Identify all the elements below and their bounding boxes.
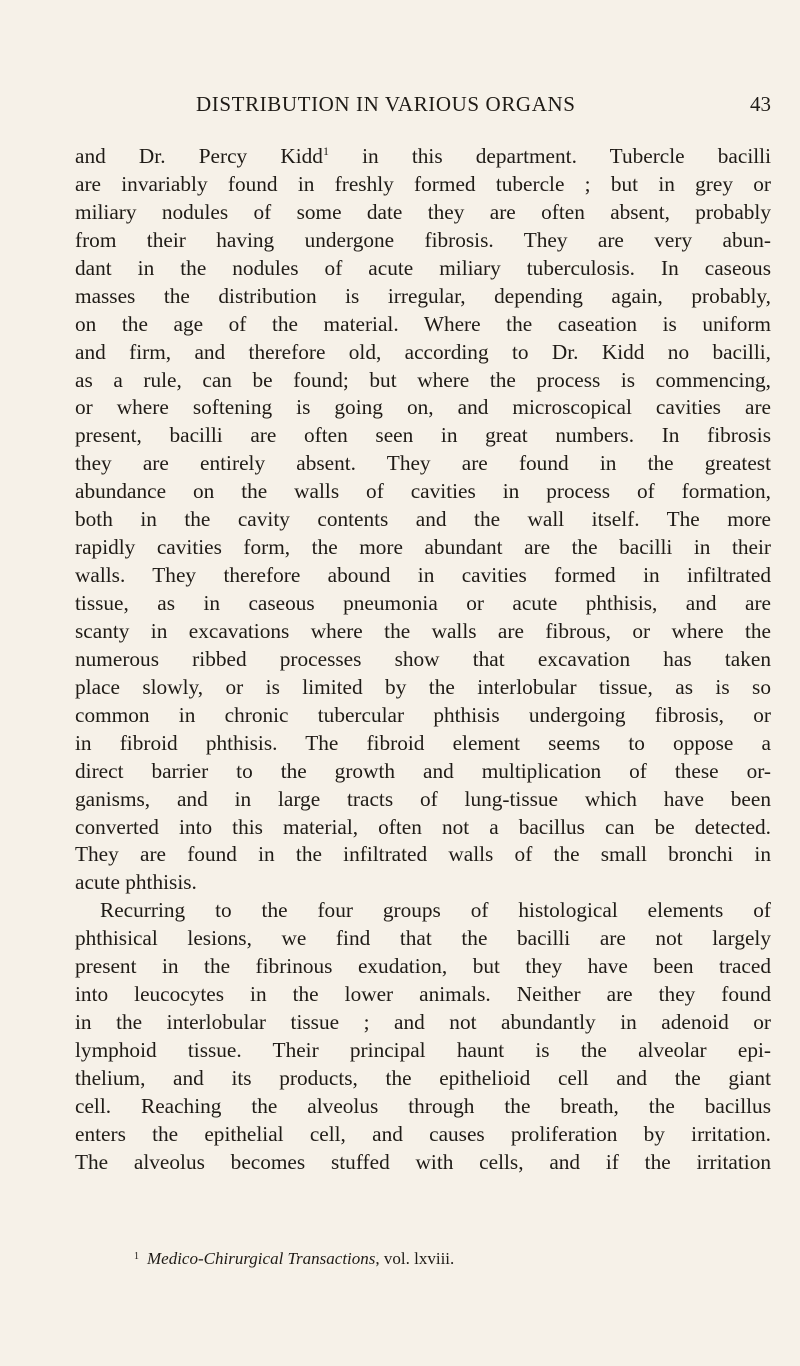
text-line: ganisms, and in large tracts of lung-tissue which have been bbox=[75, 786, 771, 811]
text-line: enters the epithelial cell, and causes proliferation by irritation. bbox=[75, 1121, 771, 1146]
text-line: rapidly cavities form, the more abundant are the bacilli in their bbox=[75, 535, 771, 560]
footnote-mark: 1 bbox=[134, 1251, 139, 1262]
text-line: numerous ribbed processes show that excavation has taken bbox=[75, 646, 771, 671]
text-line: place slowly, or is limited by the interlobular tissue, as is so bbox=[75, 674, 771, 699]
paragraph-end-line: acute phthisis. bbox=[75, 870, 197, 895]
text-line: The alveolus becomes stuffed with cells, and if the irritation bbox=[75, 1149, 771, 1174]
text-line: into leucocytes in the lower animals. Neither are they found bbox=[75, 982, 771, 1007]
page-header bbox=[75, 92, 771, 120]
footnote-details: , vol. lxviii. bbox=[375, 1249, 455, 1268]
text-line: walls. They therefore abound in cavities formed in infiltrated bbox=[75, 563, 771, 588]
text-line: lymphoid tissue. Their principal haunt is the alveolar epi- bbox=[75, 1038, 771, 1062]
text-line: masses the distribution is irregular, depending again, probably, bbox=[75, 283, 771, 308]
text-line: dant in the nodules of acute miliary tuberculosis. In caseous bbox=[75, 255, 771, 280]
text-line: converted into this material, often not a bacillus can be detected. bbox=[75, 814, 771, 839]
text-line-1-start: and Dr. Percy Kidd bbox=[75, 144, 323, 168]
text-line-1-end: in this department. Tubercle bacilli bbox=[328, 144, 771, 168]
text-line: cell. Reaching the alveolus through the breath, the bacillus bbox=[75, 1093, 771, 1118]
text-line: they are entirely absent. They are found in the greatest bbox=[75, 451, 771, 476]
text-line: in the interlobular tissue ; and not abundantly in adenoid or bbox=[75, 1010, 771, 1035]
paragraph-start-line: Recurring to the four groups of histological elements of bbox=[100, 898, 771, 923]
text-line: They are found in the infiltrated walls of the small bronchi in bbox=[75, 842, 771, 867]
text-line: from their having undergone fibrosis. They are very abun- bbox=[75, 227, 771, 252]
text-line: in fibroid phthisis. The fibroid element seems to oppose a bbox=[75, 730, 771, 755]
footnote-reference: 1 bbox=[322, 143, 329, 158]
text-line: miliary nodules of some date they are often absent, probably bbox=[75, 199, 771, 224]
text-line: scanty in excavations where the walls are fibrous, or where the bbox=[75, 618, 771, 643]
text-line: and firm, and therefore old, according to Dr. Kidd no bacilli, bbox=[75, 339, 771, 364]
text-line: present in the fibrinous exudation, but they have been traced bbox=[75, 954, 771, 979]
running-head: DISTRIBUTION IN VARIOUS ORGANS bbox=[196, 92, 576, 116]
text-line: both in the cavity contents and the wall itself. The more bbox=[75, 507, 771, 532]
page-number: 43 bbox=[750, 92, 771, 116]
text-line-1 bbox=[75, 143, 771, 171]
footnote bbox=[134, 1249, 454, 1272]
text-line: direct barrier to the growth and multiplication of these or- bbox=[75, 758, 771, 783]
text-line: are invariably found in freshly formed tubercle ; but in grey or bbox=[75, 171, 771, 196]
text-line: abundance on the walls of cavities in process of formation, bbox=[75, 479, 771, 504]
text-line: or where softening is going on, and microscopical cavities are bbox=[75, 395, 771, 420]
main-text bbox=[75, 143, 771, 1177]
footnote-source: Medico-Chirurgical Transactions bbox=[147, 1249, 376, 1268]
text-line: thelium, and its products, the epithelioid cell and the giant bbox=[75, 1065, 771, 1090]
text-line: on the age of the material. Where the caseation is uniform bbox=[75, 311, 771, 336]
text-line: present, bacilli are often seen in great numbers. In fibrosis bbox=[75, 423, 771, 448]
text-line: common in chronic tubercular phthisis undergoing fibrosis, or bbox=[75, 702, 771, 727]
text-line: phthisical lesions, we find that the bacilli are not largely bbox=[75, 926, 771, 951]
text-line: as a rule, can be found; but where the process is commencing, bbox=[75, 367, 771, 392]
text-line: tissue, as in caseous pneumonia or acute phthisis, and are bbox=[75, 591, 771, 615]
